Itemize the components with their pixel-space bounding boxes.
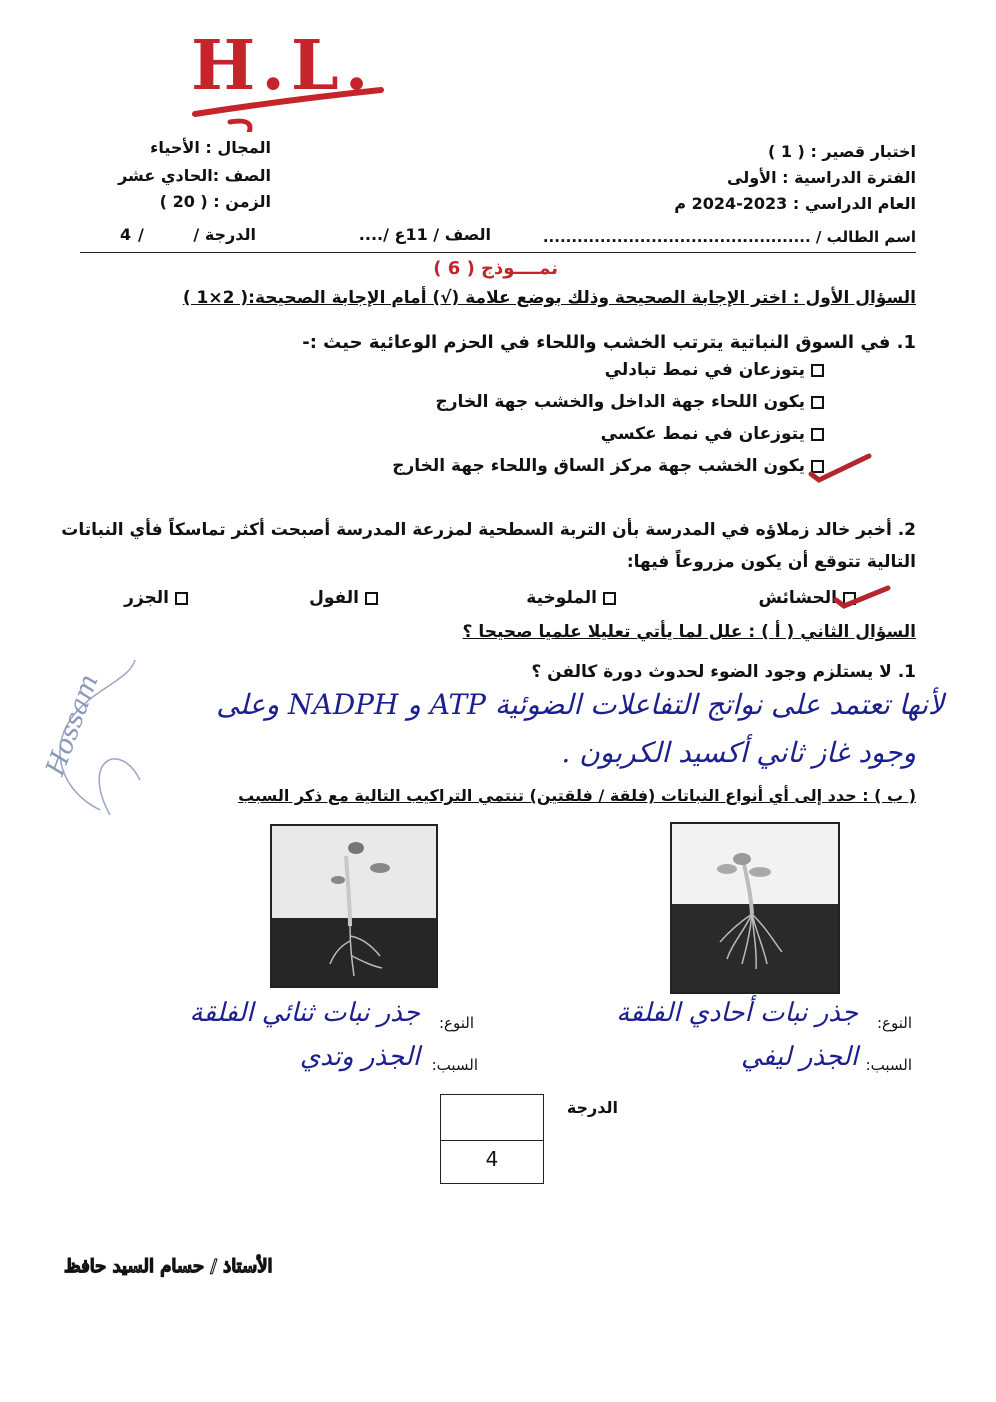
student-grade-value: 4 — [120, 225, 132, 244]
q2-title-a: السؤال الثاني ( أ ) : علل لما يأتي تعليلا علميا صحيحا ؟ — [462, 622, 916, 642]
margin-signature — [40, 640, 150, 820]
q2-item1: 1. لا يستلزم وجود الضوء لحدوث دورة كالفن ؟ — [531, 662, 916, 682]
q1-item1-option-3[interactable]: يتوزعان في نمط عكسي — [601, 424, 824, 444]
student-name-field: اسم الطالب / ............................................... — [542, 228, 916, 246]
check-mark-icon — [832, 582, 892, 612]
right-reason-answer: الجذر ليفي — [741, 1042, 858, 1072]
left-type-answer: جذر نبات ثنائي الفلقة — [189, 998, 420, 1028]
q1-item2-text-line1: 2. أخبر خالد زملاؤه في المدرسة بأن التربة السطحية لمزرعة المدرسة أصبحت أكثر تماسكاً فأي النباتات — [61, 520, 916, 540]
right-type-answer: جذر نبات أحادي الفلقة — [616, 998, 858, 1028]
header-grade-level: الصف :الحادي عشر — [118, 166, 271, 185]
q1-title: السؤال الأول : اختر الإجابة الصحيحة وذلك بوضع علامة (√) أمام الإجابة الصحيحة:( 2×1 ) — [182, 288, 916, 308]
student-grade-label: الدرجة / — [193, 225, 256, 244]
q1-item1-text: 1. في السوق النباتية يترتب الخشب واللحاء في الحزم الوعائية حيث :- — [302, 332, 916, 353]
q1-item2-option-1[interactable]: الحشائش — [758, 588, 856, 608]
checkbox[interactable] — [811, 428, 824, 441]
checkbox[interactable] — [175, 592, 188, 605]
grade-box — [440, 1094, 544, 1184]
header-domain: المجال : الأحياء — [150, 138, 271, 157]
checkbox[interactable] — [603, 592, 616, 605]
logo-text: H.L. — [191, 26, 375, 106]
monocot-root-image — [670, 822, 840, 994]
header-quiz: اختبار قصير : ( 1 ) — [767, 142, 916, 161]
q1-item1-option-1[interactable]: يتوزعان في نمط تبادلي — [605, 360, 824, 380]
teacher-name: الأستاذ / حسام السيد حافظ — [64, 1256, 273, 1277]
q1-item2-option-4[interactable]: الجزر — [124, 588, 188, 608]
right-type-label: النوع: — [876, 1014, 912, 1032]
model-label: نمــــوذج ( 6 ) — [433, 258, 558, 279]
checkbox[interactable] — [365, 592, 378, 605]
logo-underline-mark — [185, 22, 385, 132]
checkbox[interactable] — [811, 396, 824, 409]
q1-item1-option-4[interactable]: يكون الخشب جهة مركز الساق واللحاء جهة الخارج — [392, 456, 824, 476]
q2-answer-line1: لأنها تعتمد على نواتج التفاعلات الضوئية ATP و NADPH وعلى — [216, 688, 944, 721]
dicot-root-drawing — [272, 826, 436, 986]
left-reason-label: السبب: — [431, 1056, 478, 1074]
grade-box-label: الدرجة — [566, 1098, 618, 1117]
margin-signature-text: Hossam — [40, 670, 105, 780]
header-term: الفترة الدراسية : الأولى — [727, 168, 916, 187]
q1-item1-option-2[interactable]: يكون اللحاء جهة الداخل والخشب جهة الخارج — [436, 392, 824, 412]
student-class-field: الصف / 11ع /.... — [358, 225, 491, 244]
header-year: العام الدراسي : 2023-2024 م — [674, 194, 916, 213]
left-reason-answer: الجذر وتدي — [299, 1042, 420, 1072]
left-type-label: النوع: — [438, 1014, 474, 1032]
student-grade-total: / — [138, 225, 144, 244]
dicot-root-image — [270, 824, 438, 988]
monocot-root-drawing — [672, 824, 838, 992]
q2-answer-line2: وجود غاز ثاني أكسيد الكربون . — [561, 736, 916, 769]
q1-item2-option-2[interactable]: الملوخية — [526, 588, 616, 608]
grade-box-value: 4 — [485, 1147, 499, 1171]
checkbox[interactable] — [811, 364, 824, 377]
grade-box-divider — [441, 1140, 543, 1141]
q2-title-b: ( ب ) : حدد إلى أي أنواع النباتات (فلقة / فلقتين) تنتمي التراكيب التالية مع ذكر السبب — [238, 786, 916, 805]
header-divider — [80, 252, 916, 253]
q1-item2-text-line2: التالية تتوقع أن يكون مزروعاً فيها: — [626, 552, 916, 572]
header-time: الزمن : ( 20 ) — [159, 192, 271, 211]
q1-item2-option-3[interactable]: الفول — [309, 588, 378, 608]
logo — [185, 22, 385, 132]
right-reason-label: السبب: — [865, 1056, 912, 1074]
check-mark-icon — [805, 448, 875, 488]
